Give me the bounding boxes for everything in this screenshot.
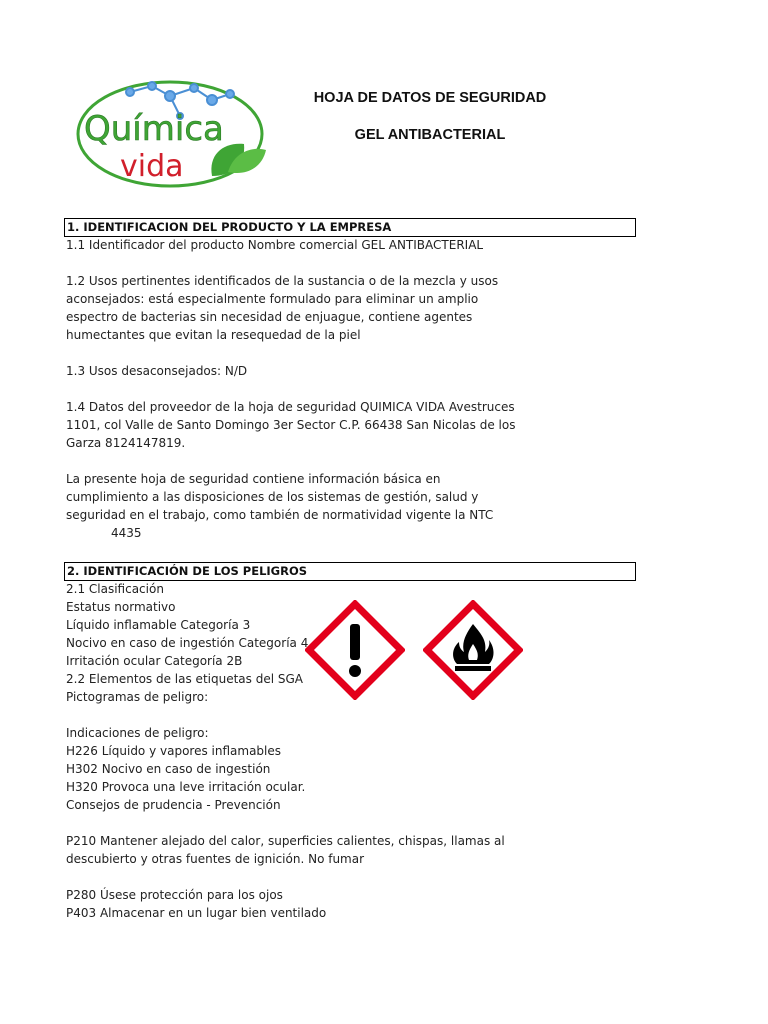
classification-line: 2.1 Clasificación <box>66 582 164 596</box>
section-1-heading: 1. IDENTIFICACION DEL PRODUCTO Y LA EMPRESA <box>64 218 636 237</box>
hazard-line: Indicaciones de peligro: <box>66 726 209 740</box>
flame-icon <box>423 600 523 700</box>
discouraged-uses: 1.3 Usos desaconsejados: N/D <box>66 364 248 378</box>
svg-text:vida: vida <box>120 149 184 184</box>
document-title: HOJA DE DATOS DE SEGURIDAD <box>313 90 547 106</box>
precaution-p210: P210 Mantener alejado del calor, superficies calientes, chispas, llamas al <box>66 834 505 848</box>
classification-line: Irritación ocular Categoría 2B <box>66 654 243 668</box>
exclamation-mark-icon <box>305 600 405 700</box>
hazard-line: H226 Líquido y vapores inflamables <box>66 744 282 758</box>
note-line: 4435 <box>111 526 142 540</box>
hazard-line: H320 Provoca una leve irritación ocular. <box>66 780 306 794</box>
product-title: GEL ANTIBACTERIAL <box>354 127 506 143</box>
supplier-line: 1101, col Valle de Santo Domingo 3er Sector C.P. 66438 San Nicolas de los <box>66 418 516 432</box>
supplier-line: 1.4 Datos del proveedor de la hoja de seguridad QUIMICA VIDA Avestruces <box>66 400 515 414</box>
classification-line: Nocivo en caso de ingestión Categoría 4 <box>66 636 309 650</box>
classification-line: Pictogramas de peligro: <box>66 690 209 704</box>
precaution-p403: P403 Almacenar en un lugar bien ventilado <box>66 906 327 920</box>
note-line: cumplimiento a las disposiciones de los sistemas de gestión, salud y <box>66 490 479 504</box>
hazard-line: H302 Nocivo en caso de ingestión <box>66 762 271 776</box>
classification-line: Líquido inflamable Categoría 3 <box>66 618 251 632</box>
uses-line: humectantes que evitan la resequedad de la piel <box>66 328 361 342</box>
uses-line: 1.2 Usos pertinentes identificados de la sustancia o de la mezcla y usos <box>66 274 499 288</box>
uses-line: espectro de bacterias sin necesidad de enjuague, contiene agentes <box>66 310 473 324</box>
precaution-p210: descubierto y otras fuentes de ignición. No fumar <box>66 852 365 866</box>
section-2-heading: 2. IDENTIFICACIÓN DE LOS PELIGROS <box>64 562 636 581</box>
uses-line: aconsejados: está especialmente formulado para eliminar un amplio <box>66 292 479 306</box>
note-line: seguridad en el trabajo, como también de normatividad vigente la NTC <box>66 508 494 522</box>
classification-line: Estatus normativo <box>66 600 176 614</box>
note-line: La presente hoja de seguridad contiene información básica en <box>66 472 441 486</box>
svg-text:Química: Química <box>84 109 224 149</box>
classification-line: 2.2 Elementos de las etiquetas del SGA <box>66 672 303 686</box>
product-identifier: 1.1 Identificador del producto Nombre comercial GEL ANTIBACTERIAL <box>66 238 484 252</box>
quimica-vida-logo <box>70 72 270 194</box>
supplier-line: Garza 8124147819. <box>66 436 186 450</box>
precaution-p280: P280 Úsese protección para los ojos <box>66 888 283 902</box>
hazard-line: Consejos de prudencia - Prevención <box>66 798 281 812</box>
